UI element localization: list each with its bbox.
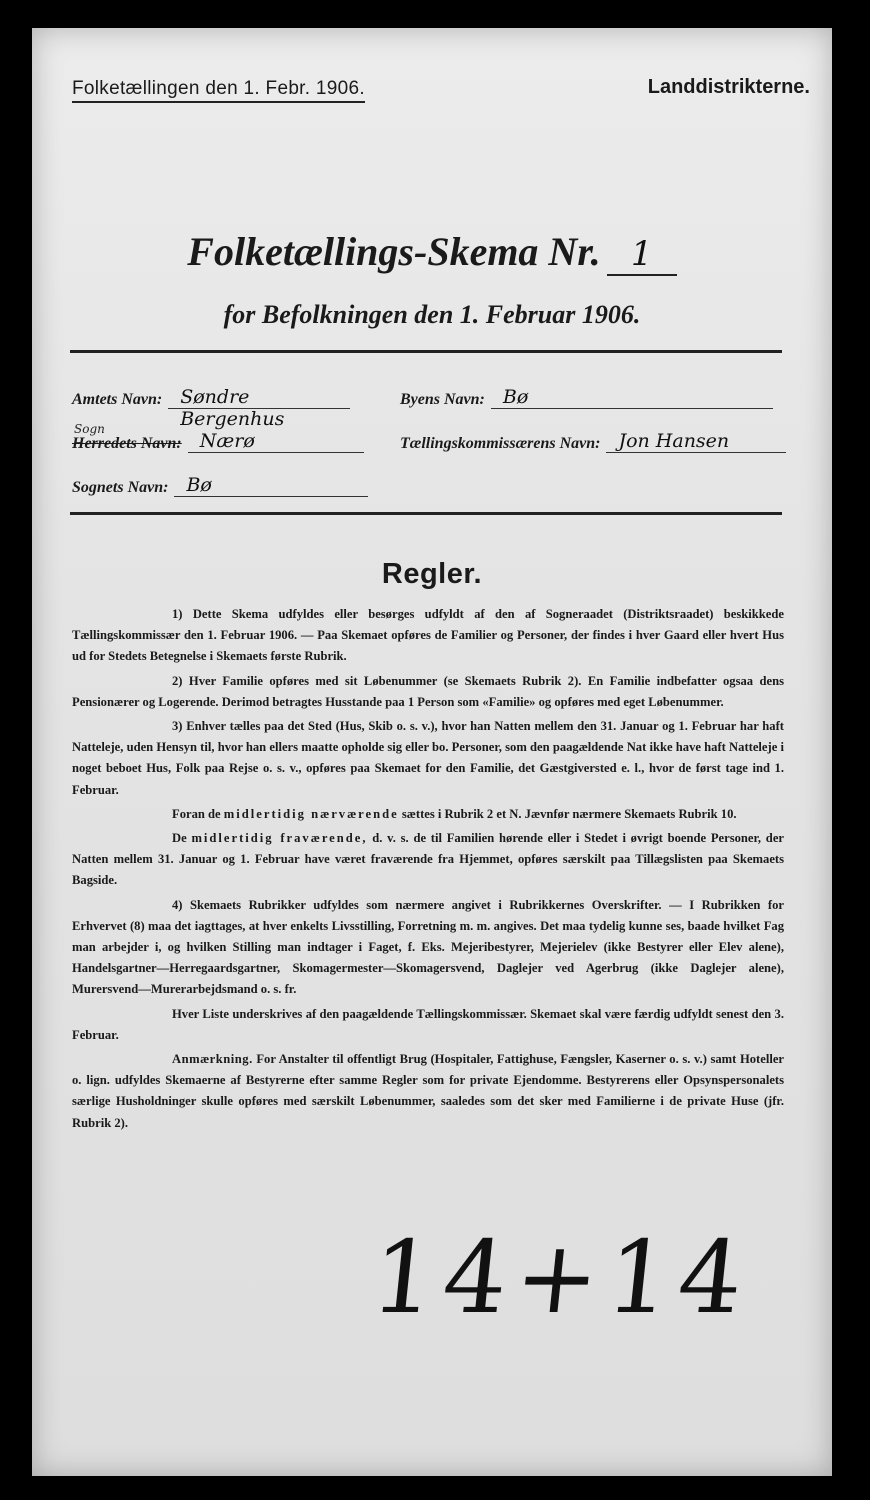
rules-heading: Regler. — [381, 558, 483, 590]
by-label: Byens Navn: — [400, 391, 485, 408]
rule-2: 2) Hver Familie opføres med sit Løbenummer (se Skemaets Rubrik 2). En Familie indbefatter ogsaa dens Pensionærer og Logerende. Derimod betragtes Husstande paa 1 Person som «Familie» og opføres med eget Løbenummer. — [72, 673, 784, 709]
amt-value: Søndre Bergenhus — [168, 386, 350, 409]
rule-3: 3) Enhver tælles paa det Sted (Hus, Skib o. s. v.), hvor han Natten mellem den 31. Januar og 1. Februar har haft Natteleje, uden Hensyn til, hvor han ellers maatte opholde sig eller bo. Personer, som den paagældende Nat ikke have haft Natteleje i noget beboet Hus, Folk paa Rejse o. s. v., opføres paa Skemaet for den Familie, det Gæstgiversted e. l., hvor de først tage ind 1. Februar. — [72, 719, 784, 797]
by-field — [400, 386, 773, 409]
sogn-field — [72, 474, 368, 497]
herred-correction-note: Sogn — [74, 422, 105, 436]
herred-label: Herredets Navn: — [72, 435, 182, 452]
rule-3-note-present: Foran de midlertidig nærværende sættes i Rubrik 2 et N. Jævnfør nærmere Skemaets Rubrik 10. — [172, 806, 737, 821]
census-date-header: Folketællingen den 1. Febr. 1906. — [72, 78, 365, 103]
form-title-text: Folketællings-Skema Nr. — [187, 229, 601, 274]
sogn-value: Bø — [174, 474, 368, 497]
herred-field — [72, 430, 364, 453]
rule-signature: Hver Liste underskrives af den paagældende Tællingskommissær. Skemaet skal være færdig udfyldt senest den 3. Februar. — [72, 1006, 784, 1042]
kommissaer-value: Jon Hansen — [606, 430, 786, 453]
form-subtitle: for Befolkningen den 1. Februar 1906. — [223, 300, 641, 329]
census-form-page — [32, 28, 832, 1476]
top-divider — [70, 350, 782, 353]
rule-1: 1) Dette Skema udfyldes eller besørges udfyldt af den af Sogneraadet (Distriktsraadet) beskikkede Tællingskommissær den 1. Februar 1906. — Paa Skemaet opføres de Familier og Personer, der findes i hver Gaard eller hvert Hus ud for Stedets Betegnelse i Skemaets første Rubrik. — [72, 607, 784, 664]
amt-label: Amtets Navn: — [72, 391, 163, 408]
form-number: 1 — [607, 234, 677, 276]
district-type-header: Landdistrikterne. — [647, 76, 810, 98]
by-value: Bø — [491, 386, 773, 409]
annotation-lead: Anmærkning. — [172, 1052, 253, 1067]
sogn-label: Sognets Navn: — [72, 479, 169, 496]
kommissaer-label: Tællingskommissærens Navn: — [400, 435, 601, 452]
rule-3-note-absent: De midlertidig fraværende, d. v. s. de til Familien hørende eller i Stedet i øvrigt boende Personer, der Natten mellem 31. Januar og 1. Februar have været fraværende fra Hjemmet, opføres særskilt paa Tillægslisten paa Skemaets Bagside. — [72, 831, 784, 888]
bottom-divider — [70, 512, 782, 515]
rule-4: 4) Skemaets Rubrikker udfyldes som nærmere angivet i Rubrikkernes Overskrifter. — I Rubrikken for Erhvervet (8) maa det iagttages, at hver enkelts Livsstilling, Forretning m. m. angives. Det maa tydelig kunne ses, baade hvilket Fag man arbejder i, og hvilken Stilling man indtager i Faget, f. Eks. Mejeribestyrer, Mejerielev (ikke Bestyrer eller Elev alene), Handelsgartner—Herregaardsgartner, Skomagermester—Skomagersvend, Daglejer ved Agerbrug (ikke Daglejer alene), Murersvend—Murerarbejdsmand o. s. fr. — [72, 897, 784, 997]
herred-value: Nærø — [188, 430, 364, 453]
handwritten-count: 14+14 — [365, 1219, 757, 1336]
rules-text — [72, 604, 784, 1137]
form-title — [32, 228, 832, 276]
kommissaer-field — [400, 430, 786, 453]
rule-annotation: Anmærkning. For Anstalter til offentligt Brug (Hospitaler, Fattighuse, Fængsler, Kaserner o. s. v.) samt Hoteller o. lign. udfyldes Skemaerne af Bestyrerne efter samme Regler som for private Ejendomme. Bestyrerens eller Opsynspersonalets særlige Husholdninger skulle opføres med særskilt Løbenummer, saaledes som det sker med Familierne i de private Huse (jfr. Rubrik 2). — [72, 1052, 785, 1130]
